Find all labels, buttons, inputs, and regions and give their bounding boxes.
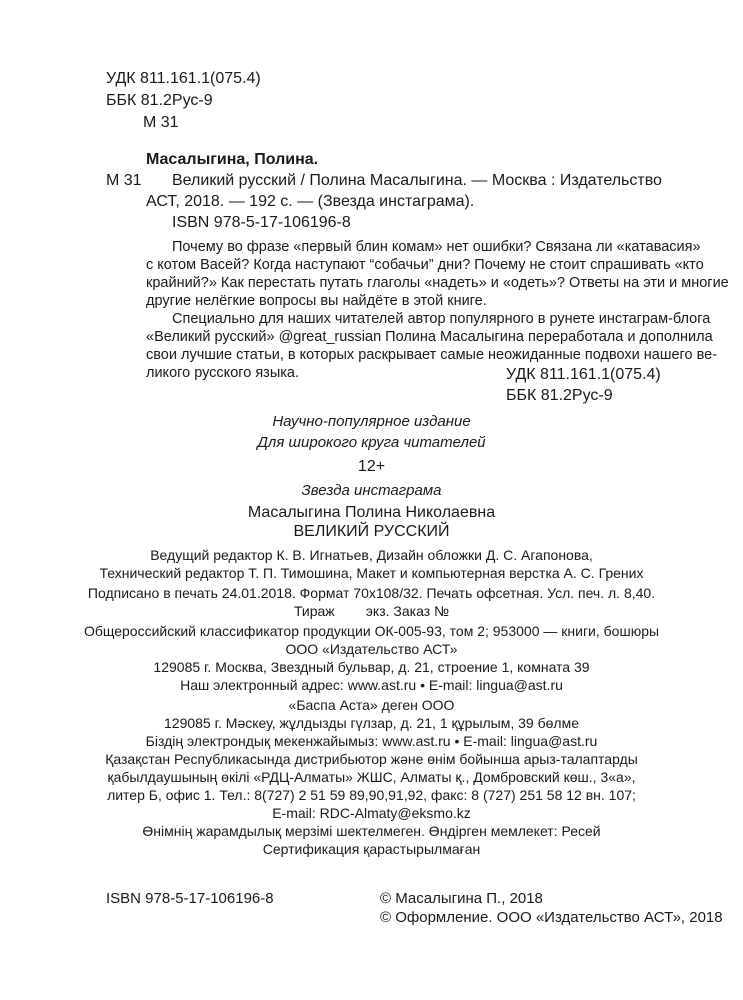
top-author-mark: М 31	[143, 114, 179, 131]
annotation-line: Почему во фразе «первый блин комам» нет ошибки? Связана ли «катавасия»	[172, 239, 701, 255]
publisher-address: 129085 г. Москва, Звездный бульвар, д. 21, строение 1, комната 39	[153, 659, 590, 675]
kz-line-1: «Баспа Аста» деген ООО	[288, 697, 455, 713]
catalog-isbn: ISBN 978-5-17-106196-8	[172, 214, 351, 231]
annotation-line: ликого русского языка.	[146, 365, 299, 381]
kz-line-3: Біздің электрондық мекенжайымыз: www.ast.ru • E-mail: lingua@ast.ru	[145, 733, 598, 749]
kz-line-2: 129085 г. Мәскеу, жұлдызды гүлзар, д. 21, 1 құрылым, 39 бөлме	[164, 715, 579, 731]
annotation-line: Специально для наших читателей автор популярного в рунете инстаграм-блога	[172, 311, 711, 327]
catalog-bbk: ББК 81.2Рус-9	[506, 387, 613, 404]
publisher-email: Наш электронный адрес: www.ast.ru • E-mail: lingua@ast.ru	[180, 677, 563, 693]
annotation-line: крайний?» Как перестать путать глаголы «надеть» и «одеть»? Ответы на эти и многие	[146, 275, 729, 291]
copyright-author: © Масалыгина П., 2018	[380, 890, 543, 907]
circulation: Тираж экз. Заказ №	[293, 603, 450, 619]
annotation-line: другие нелёгкие вопросы вы найдёте в этой книге.	[146, 293, 487, 309]
annotation-paragraph-1	[146, 238, 729, 310]
top-bbk: ББК 81.2Рус-9	[106, 92, 213, 109]
kz-line-7: E-mail: RDC-Almaty@eksmo.kz	[272, 805, 471, 821]
age-rating: 12+	[357, 458, 386, 475]
kz-line-6: литер Б, офис 1. Тел.: 8(727) 2 51 59 89,90,91,92, факс: 8 (727) 251 58 12 вн. 107;	[107, 787, 636, 803]
title-line-2: АСТ, 2018. — 192 с. — (Звезда инстаграма).	[146, 193, 475, 210]
kz-line-4: Қазақстан Республикасында дистрибьютор және өнім бойынша арыз-талаптарды	[105, 751, 638, 767]
series-name: Звезда инстаграма	[301, 482, 442, 499]
credits-line-1: Ведущий редактор К. В. Игнатьев, Дизайн обложки Д. С. Агапонова,	[150, 547, 593, 563]
footer-isbn: ISBN 978-5-17-106196-8	[106, 890, 274, 907]
author-heading: Масалыгина, Полина.	[146, 151, 319, 168]
kz-line-5: қабылдаушының өкілі «РДЦ-Алматы» ЖШС, Алматы қ., Домбровский көш., 3«а»,	[107, 769, 636, 785]
kz-line-8: Өнімнің жарамдылық мерзімі шектелмеген. Өндірген мемлекет: Ресей	[142, 823, 601, 839]
catalog-udk: УДК 811.161.1(075.4)	[506, 366, 661, 383]
annotation-line: «Великий русский» @great_russian Полина Масалыгина переработала и дополнила	[146, 329, 713, 345]
edition-type: Научно-популярное издание	[272, 413, 471, 430]
author-full-name: Масалыгина Полина Николаевна	[247, 504, 496, 521]
annotation-line: с котом Васей? Когда наступают “собачьи” дни? Почему не стоит спрашивать «кто	[146, 257, 704, 273]
edition-audience: Для широкого круга читателей	[257, 434, 486, 451]
classifier: Общероссийский классификатор продукции ОК-005-93, том 2; 953000 — книги, бошюры	[83, 623, 660, 639]
copyright-design: © Оформление. ООО «Издательство АСТ», 2018	[380, 909, 723, 926]
title-line-1: Великий русский / Полина Масалыгина. — Москва : Издательство	[172, 172, 662, 189]
kz-line-9: Сертификация қарастырылмаған	[262, 841, 481, 857]
print-signed: Подписано в печать 24.01.2018. Формат 70х108/32. Печать офсетная. Усл. печ. л. 8,40.	[87, 585, 656, 601]
credits-line-2: Технический редактор Т. П. Тимошина, Макет и компьютерная верстка А. С. Грених	[99, 565, 644, 581]
catalog-mark: М 31	[106, 172, 142, 189]
publisher-name: ООО «Издательство АСТ»	[285, 641, 458, 657]
top-udk: УДК 811.161.1(075.4)	[106, 70, 261, 87]
annotation-line: свои лучшие статьи, в которых раскрывает самые неожиданные подвохи нашего ве-	[146, 347, 718, 363]
title-caps: ВЕЛИКИЙ РУССКИЙ	[293, 523, 450, 540]
